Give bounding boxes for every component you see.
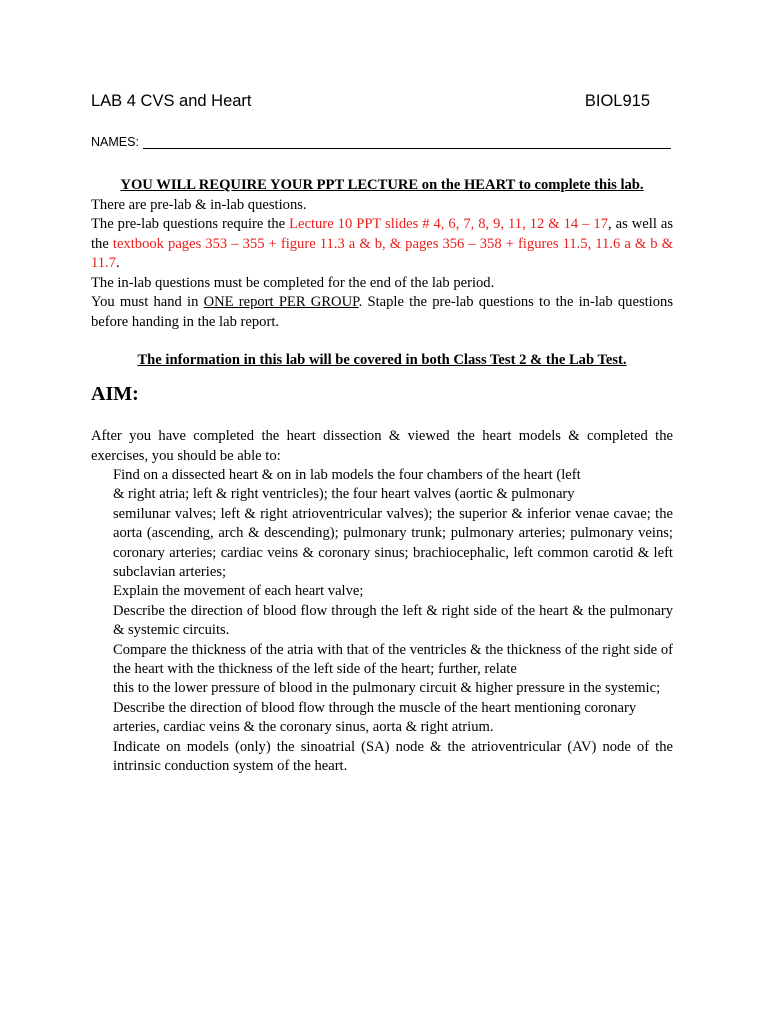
prelab-inlab-note: There are pre-lab & in-lab questions. bbox=[91, 196, 307, 213]
list-item: Describe the direction of blood flow through the muscle of the heart mentioning coronary bbox=[113, 699, 637, 716]
prelab-text: . bbox=[116, 255, 120, 271]
handin-text: . Staple the pre-lab questions to the in-lab questions before handing in the lab report. bbox=[91, 294, 673, 330]
prelab-text: , as well as the bbox=[91, 216, 673, 252]
list-item: Explain the movement of each heart valve; bbox=[113, 583, 364, 600]
list-item: Indicate on models (only) the sinoatrial (SA) node & the atrioventricular (AV) node of the intrinsic conduction system of the heart. bbox=[113, 738, 673, 775]
aim-lead-text: After you have completed the heart dissection & viewed the heart models & completed the exercises, you should be able to: bbox=[91, 428, 673, 464]
prelab-text: The pre-lab questions require the bbox=[91, 216, 290, 232]
handin-instructions bbox=[91, 293, 673, 332]
lecture-slides-ref: Lecture 10 PPT slides # 4, 6, 7, 8, 9, 11, 12 & 14 – 17 bbox=[289, 216, 609, 232]
aim-heading: AIM: bbox=[91, 383, 139, 405]
intro-section bbox=[91, 176, 673, 332]
list-item: arteries, cardiac veins & the coronary sinus, aorta & right atrium. bbox=[113, 719, 494, 736]
objectives-list bbox=[113, 466, 673, 777]
list-item: semilunar valves; left & right atrioventricular valves); the superior & inferior venae cavae; the aorta (ascending, arch & descending); pulmonary trunk; pulmonary arteries; pulmonary veins; coronary arteries; cardiac veins & coronary sinus; brachiocephalic, left common carotid & left subclavian arteries; bbox=[113, 505, 673, 581]
list-item: & right atria; left & right ventricles); the four heart valves (aortic & pulmonary bbox=[113, 486, 575, 503]
requirement-note: YOU WILL REQUIRE YOUR PPT LECTURE on the HEART to complete this lab. bbox=[120, 177, 644, 193]
names-label: NAMES: bbox=[91, 135, 139, 149]
course-code: BIOL915 bbox=[584, 92, 650, 110]
textbook-pages-ref: textbook pages 353 – 355 + figure 11.3 a & b, & pages 356 – 358 + figures 11.5, 11.6 a & b & 11.7 bbox=[91, 235, 673, 271]
document-header bbox=[91, 92, 650, 111]
names-blank-line bbox=[143, 136, 671, 149]
class-test-section bbox=[91, 351, 673, 371]
aim-lead bbox=[91, 427, 673, 466]
list-item: Find on a dissected heart & on in lab models the four chambers of the heart (left bbox=[113, 467, 581, 483]
prelab-requirements bbox=[91, 215, 673, 274]
list-item: this to the lower pressure of blood in the pulmonary circuit & higher pressure in the systemic; bbox=[113, 680, 661, 697]
list-item: Describe the direction of blood flow through the left & right side of the heart & the pulmonary & systemic circuits. bbox=[113, 602, 673, 639]
class-test-note: The information in this lab will be covered in both Class Test 2 & the Lab Test. bbox=[137, 352, 627, 368]
one-report-per-group: ONE report PER GROUP bbox=[203, 294, 359, 310]
lab-title: LAB 4 CVS and Heart bbox=[91, 92, 252, 110]
names-field bbox=[91, 135, 671, 149]
list-item: Compare the thickness of the atria with that of the ventricles & the thickness of the right side of the heart with the thickness of the left side of the heart; further, relate bbox=[113, 641, 673, 678]
inlab-deadline: The in-lab questions must be completed for the end of the lab period. bbox=[91, 274, 495, 291]
handin-text: You must hand in bbox=[91, 294, 204, 310]
